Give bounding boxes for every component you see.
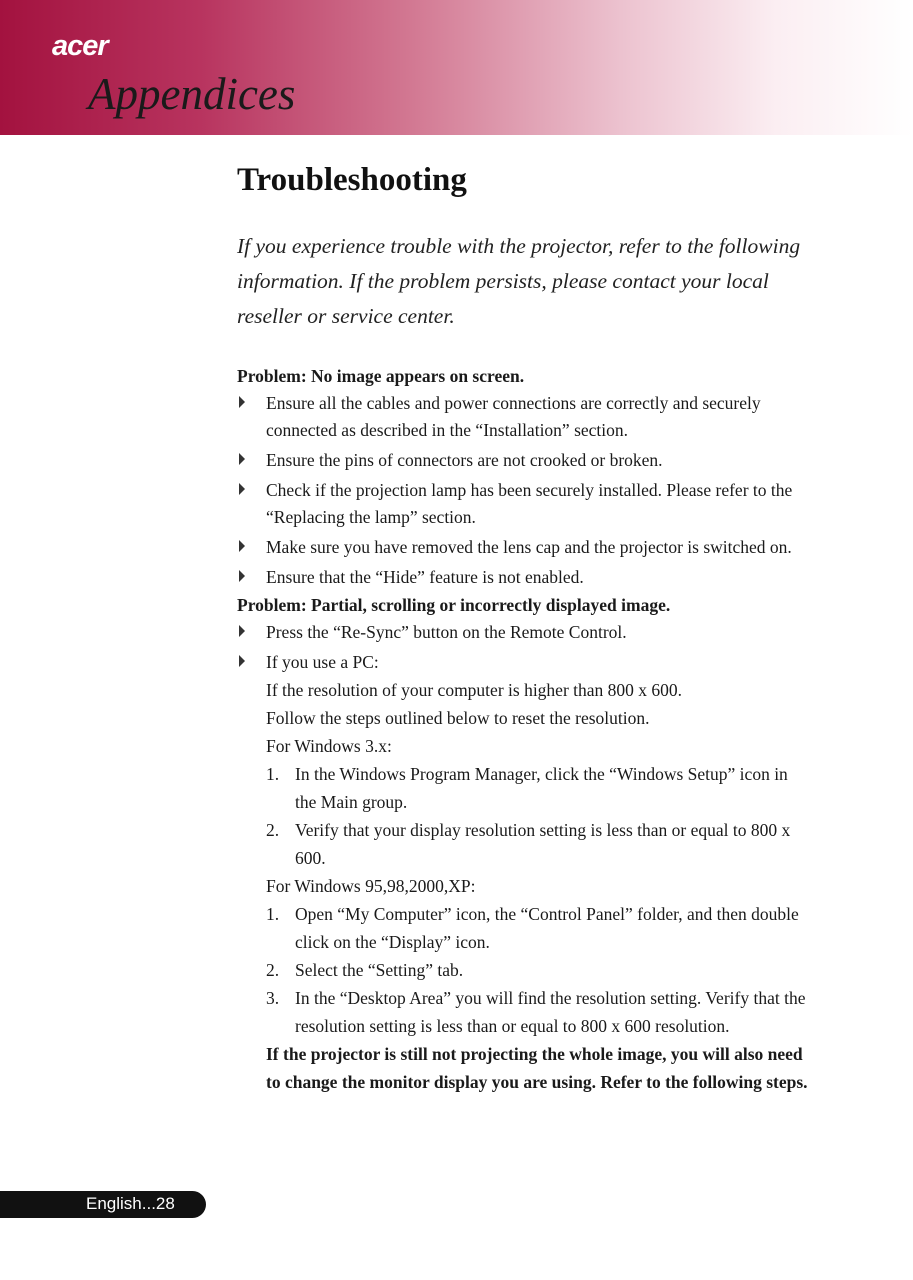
bullet-arrow-icon [239, 540, 245, 552]
bullet-arrow-icon [239, 396, 245, 408]
chapter-title: Appendices [88, 69, 296, 119]
list-item: Ensure all the cables and power connections are correctly and securely connected as described in the “Installation” section. [237, 390, 812, 444]
step-item: 1. In the Windows Program Manager, click the “Windows Setup” icon in the Main group. [266, 764, 788, 812]
page-title: Troubleshooting [237, 162, 467, 198]
step-item: 2. Verify that your display resolution setting is less than or equal to 800 x 600. [266, 820, 791, 868]
bullet-arrow-icon [239, 625, 245, 637]
page-footer-tab [0, 1191, 206, 1218]
list-item: Press the “Re-Sync” button on the Remote Control. [237, 619, 812, 646]
step-item: 2. Select the “Setting” tab. [266, 960, 464, 980]
step-item: 3. In the “Desktop Area” you will find the resolution setting. Verify that the resolution setting is less than or equal to 800 x 600 resolution. [266, 988, 806, 1036]
bullet-arrow-icon [239, 655, 245, 667]
list-item: If you use a PC: [237, 649, 812, 676]
instructions-line: Follow the steps outlined below to reset the resolution. [266, 708, 650, 728]
bullet-arrow-icon [239, 453, 245, 465]
problem-2-heading: Problem: Partial, scrolling or incorrectly displayed image. [237, 595, 671, 615]
bullet-arrow-icon [239, 570, 245, 582]
intro-paragraph: If you experience trouble with the projector, refer to the following information. If the problem persists, please contact your local reseller or service center. [237, 234, 801, 328]
acer-logo: acer [52, 30, 108, 62]
list-item: Check if the projection lamp has been securely installed. Please refer to the “Replacing the lamp” section. [237, 477, 812, 531]
resolution-line: If the resolution of your computer is higher than 800 x 600. [266, 680, 683, 700]
header-banner [0, 0, 913, 135]
list-item: Ensure that the “Hide” feature is not enabled. [237, 564, 812, 591]
monitor-note: If the projector is still not projecting the whole image, you will also need to change the monitor display you are using. Refer to the following steps. [266, 1044, 808, 1092]
list-item: Make sure you have removed the lens cap and the projector is switched on. [237, 534, 812, 561]
list-item: Ensure the pins of connectors are not crooked or broken. [237, 447, 812, 474]
windows-95-label: For Windows 95,98,2000,XP: [266, 876, 476, 896]
step-item: 1. Open “My Computer” icon, the “Control Panel” folder, and then double click on the “Display” icon. [266, 904, 799, 952]
bullet-arrow-icon [239, 483, 245, 495]
page-number: English...28 [86, 1194, 175, 1213]
windows-3x-label: For Windows 3.x: [266, 736, 392, 756]
problem-1-heading: Problem: No image appears on screen. [237, 366, 525, 386]
content [237, 362, 812, 1096]
